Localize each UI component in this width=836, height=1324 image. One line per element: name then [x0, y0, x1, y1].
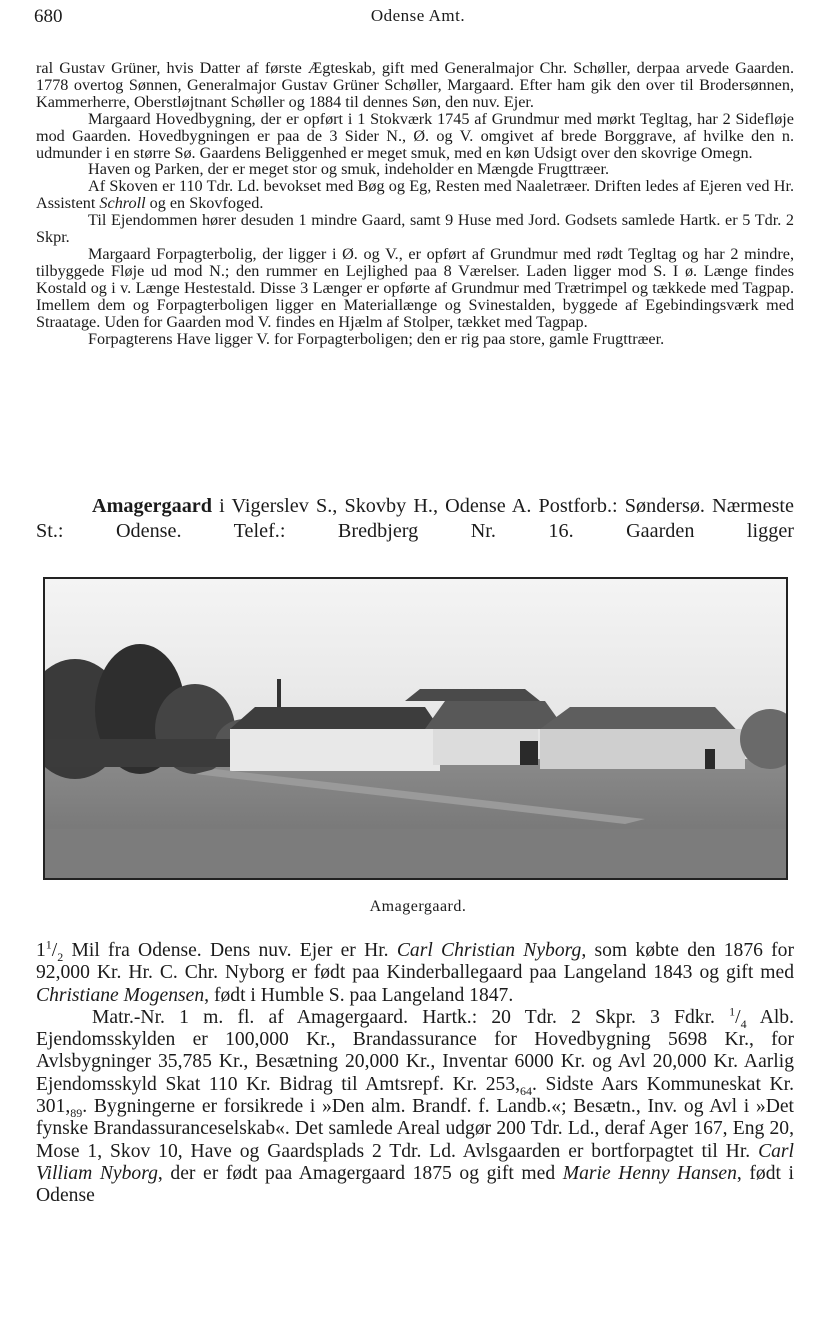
- tenant-name: Carl Villiam Nyborg: [36, 1140, 794, 1184]
- estate-name: Amagergaard: [92, 495, 212, 517]
- paragraph: Forpagterens Have ligger V. for Forpagterboligen; den er rig paa store, gamle Frugttræer.: [88, 329, 665, 348]
- text-run: . Sidste Aars Kommuneskat Kr. 301,: [36, 1073, 794, 1118]
- text-run: . Bygningerne er forsikrede i »Den alm. Brandf. f. Landb.«; Besætn., Inv. og Avl i »Det fynske Brandassuranceselskab«. Det samlede Areal udgør 200 Tdr. Ld., deraf Ager 167, Eng 20, Mose 1, Skov 10, Have og Gaardsplads 2 Tdr. Ld. Avlsgaarden er bortforpagtet til Hr.: [36, 1096, 794, 1162]
- paragraph: ral Gustav Grüner, hvis Datter af første Ægteskab, gift med Generalmajor Chr. Schøller, derpaa arvede Gaarden. 1778 overtog Sønnen, Generalmajor Gustav Grüner Schøller, Margaard. Efter ham gik den over til Brodersønnen, Kammerherre, Oberstløjtnant Schøller og 1884 til dennes Søn, den nuv. Ejer.: [36, 59, 794, 111]
- running-title: Odense Amt.: [370, 6, 466, 25]
- preceding-entry-text: [36, 60, 794, 347]
- entry-intro: [36, 494, 794, 544]
- owner-name: Carl Christian Nyborg: [396, 940, 582, 961]
- text-run: i Vigerslev S., Skovby H., Odense A. Postforb.: Søndersø. Nærmeste St.: Odense. Telef.: Bredbjerg Nr. 16. Gaarden ligger: [36, 495, 794, 542]
- entry-heading: [36, 494, 794, 544]
- photo-illustration: [45, 579, 786, 878]
- paragraph: Til Ejendommen hører desuden 1 mindre Gaard, samt 9 Huse med Jord. Godsets samlede Hartk. er 5 Tdr. 2 Skpr.: [36, 211, 794, 247]
- entry-body: [36, 937, 795, 1208]
- fraction-numerator: 1: [729, 1004, 736, 1019]
- wife-name: Christiane Mogensen: [36, 984, 205, 1006]
- fraction-numerator: 1: [45, 937, 52, 952]
- text-run: , der er født paa Amagergaard 1875 og gift med: [157, 1162, 563, 1184]
- paragraph: Margaard Forpagterbolig, der ligger i Ø. og V., er opført af Grundmur med rødt Tegltag og har 2 mindre, tilbyggede Fløje ud mod N.; den rummer en Lejlighed paa 8 Værelser. Laden ligger mod S. I ø. Længe findes Kostald og i v. Længe Hestestald. Disse 3 Længer er opførte af Grundmur med Trætrimpel og tækkede med Tagpap. Imellem dem og Forpagterboligen ligger en Materiallænge og Svinestalden, byggede af Egebindingsværk med Straatage. Uden for Gaarden mod V. findes en Hjælm af Stolper, tækket med Tagpap.: [36, 244, 794, 331]
- paragraph: Haven og Parken, der er meget stor og smuk, indeholder en Mængde Frugttræer.: [88, 160, 610, 179]
- fraction-denominator: 2: [57, 949, 64, 964]
- foreground: [45, 829, 786, 878]
- ore-subscript: 64: [520, 1083, 533, 1098]
- page-header: [34, 6, 802, 32]
- paragraph: Margaard Hovedbygning, der er opført i 1 Stokværk 1745 af Grundmur med mørkt Tegltag, har 2 Sidefløje mod Gaarden. Hovedbygningen er paa de 3 Sider N., Ø. og V. omgivet af brede Borggrave, af hvilke den n. udmunder i en større Sø. Gaardens Beliggenhed er meget smuk, med en køn Udsigt over den skovrige Omegn.: [36, 109, 794, 162]
- estate-photograph: [43, 577, 788, 880]
- fraction-denominator: 4: [740, 1016, 747, 1031]
- text-run: , født i Humble S. paa Langeland 1847.: [204, 984, 514, 1006]
- fraction-whole: 1: [36, 940, 46, 961]
- photo-caption: Amagergaard.: [369, 898, 467, 915]
- tenant-wife-name: Marie Henny Hansen: [562, 1162, 737, 1184]
- person-name: Schroll: [99, 194, 146, 213]
- paragraph: Matr.-Nr. 1 m. fl. af Amagergaard. Hartk.: 20 Tdr. 2 Skpr. 3 Fdkr. $^1/_4$ Alb. Ejendomsskylden er 100,000 Kr., Brandassurance for Hovedbygning 5698 Kr., for Avlsbygninger 35,785 Kr., Besætning 20,000 Kr., Inventar 6000 Kr. og Avl 20,000 Kr. Aarlig Ejendomsskyld Skat 110 Kr. Bidrag til Amtsrepf. Kr. $253,_{64}$. Sidste Aars Kommuneskat Kr. $301,_{89}$. Bygningerne er forsikrede i »Den alm. Brandf. f. Landb.«; Besætn., Inv. og Avl i »Det fynske Brandassuranceselskab«. Det samlede Areal udgør 200 Tdr. Ld., deraf Ager 167, Eng 20, Mose 1, Skov 10, Have og Gaardsplads 2 Tdr. Ld. Avlsgaarden er bortforpagtet til Hr. Carl Villiam Nyborg, der er født paa Amagergaard 1875 og gift med Marie Henny Hansen, født i Odense: [36, 1004, 794, 1207]
- text-run: , som købte den 1876 for 92,000 Kr. Hr. C. Chr. Nyborg er født paa Kinderballegaard paa Langeland 1843 og gift med: [36, 940, 795, 984]
- text-run: Alb. Ejendomsskylden er 100,000 Kr., Brandassurance for Hovedbygning 5698 Kr., for Avlsbygninger 35,785 Kr., Besætning 20,000 Kr., Inventar 6000 Kr. og Avl 20,000 Kr. Aarlig Ejendomsskyld Skat 110 Kr. Bidrag til Amtsrepf. Kr. 253,: [36, 1006, 794, 1095]
- page-number: 680: [34, 6, 63, 27]
- text-run: Mil fra Odense. Dens nuv. Ejer er Hr.: [63, 940, 397, 961]
- paragraph: [36, 178, 794, 212]
- text-run: og en Skovfoged.: [145, 194, 264, 213]
- text-run: Matr.-Nr. 1 m. fl. af Amagergaard. Hartk.: 20 Tdr. 2 Skpr. 3 Fdkr.: [92, 1006, 730, 1028]
- paragraph: $1^1/_2$ Mil fra Odense. Dens nuv. Ejer er Hr. Carl Christian Nyborg, som købte den 1876 for 92,000 Kr. Hr. C. Chr. Nyborg er født paa Kinderballegaard paa Langeland 1843 og gift med Christiane Mogensen, født i Humble S. paa Langeland 1847.: [36, 937, 795, 1006]
- text-run: Af Skoven er 110 Tdr. Ld. bevokset med Bøg og Eg, Resten med Naaletræer. Driften ledes af Ejeren ved Hr. Assistent: [36, 177, 794, 213]
- text-run: , født i Odense: [36, 1162, 794, 1207]
- ore-subscript: 89: [70, 1105, 83, 1120]
